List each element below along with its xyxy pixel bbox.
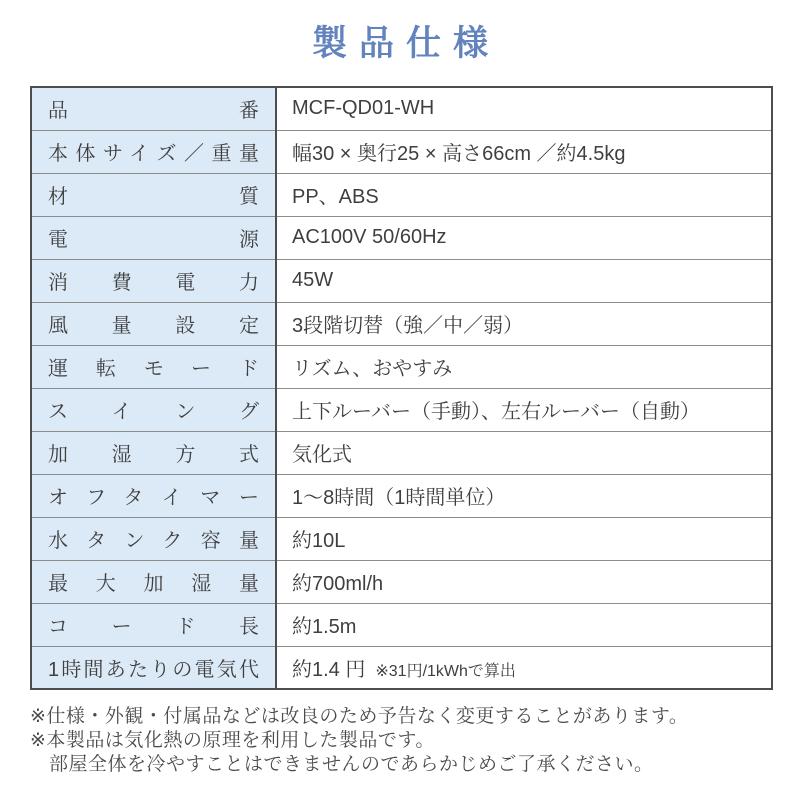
footer-notes	[30, 705, 800, 777]
spec-label-electricity-cost: 1時間あたりの電気代	[31, 646, 276, 689]
spec-label-material: 材質	[31, 173, 276, 216]
table-row	[31, 646, 772, 689]
spec-value-off-timer: 1〜8時間（1時間単位）	[276, 474, 772, 517]
spec-label-max-humidification: 最大加湿量	[31, 560, 276, 603]
spec-value-tank-capacity: 約10L	[276, 517, 772, 560]
spec-value-max-humidification: 約700ml/h	[276, 560, 772, 603]
spec-value-airflow-setting: 3段階切替（強／中／弱）	[276, 302, 772, 345]
spec-label-power-source: 電源	[31, 216, 276, 259]
table-row	[31, 302, 772, 345]
spec-label-humidification-method: 加湿方式	[31, 431, 276, 474]
page-title: 製品仕様	[311, 24, 500, 63]
spec-label-off-timer: オフタイマー	[31, 474, 276, 517]
spec-label-power-consumption: 消費電力	[31, 259, 276, 302]
spec-value-humidification-method: 気化式	[276, 431, 772, 474]
table-row	[31, 130, 772, 173]
spec-label-tank-capacity: 水タンク容量	[31, 517, 276, 560]
spec-table	[30, 86, 773, 690]
table-row	[31, 517, 772, 560]
table-row	[31, 560, 772, 603]
spec-value-power-source: AC100V 50/60Hz	[276, 216, 772, 259]
footer-note-room-cooling: 部屋全体を冷やすことはできませんのであらかじめご了承ください。	[49, 754, 654, 775]
spec-value-size-weight: 幅30 × 奥行25 × 高さ66cm ／約4.5kg	[276, 130, 772, 173]
table-row	[31, 345, 772, 388]
footer-note-spec-change: ※仕様・外観・付属品などは改良のため予告なく変更することがあります。	[30, 706, 689, 727]
electricity-cost-note: ※31円/1kWhで算出	[375, 662, 516, 680]
table-row	[31, 388, 772, 431]
spec-value-swing: 上下ルーバー（手動）、左右ルーバー（自動）	[276, 388, 772, 431]
spec-value-model-number: MCF-QD01-WH	[276, 87, 772, 130]
spec-label-cord-length: コード長	[31, 603, 276, 646]
spec-label-swing: スイング	[31, 388, 276, 431]
spec-label-size-weight: 本体サイズ／重量	[31, 130, 276, 173]
spec-value-cord-length: 約1.5m	[276, 603, 772, 646]
table-row	[31, 603, 772, 646]
table-row	[31, 259, 772, 302]
spec-label-operation-mode: 運転モード	[31, 345, 276, 388]
spec-value-material: PP、ABS	[276, 173, 772, 216]
table-row	[31, 474, 772, 517]
spec-label-airflow-setting: 風量設定	[31, 302, 276, 345]
spec-label-model-number: 品番	[31, 87, 276, 130]
footer-note-evaporative-principle: ※本製品は気化熱の原理を利用した製品です。	[30, 730, 435, 751]
table-row	[31, 216, 772, 259]
electricity-cost-value: 約1.4 円	[292, 658, 366, 681]
table-row	[31, 173, 772, 216]
spec-value-operation-mode: リズム、おやすみ	[276, 345, 772, 388]
table-row	[31, 431, 772, 474]
spec-value-power-consumption: 45W	[276, 259, 772, 302]
spec-value-electricity-cost	[276, 646, 772, 689]
table-row	[31, 87, 772, 130]
